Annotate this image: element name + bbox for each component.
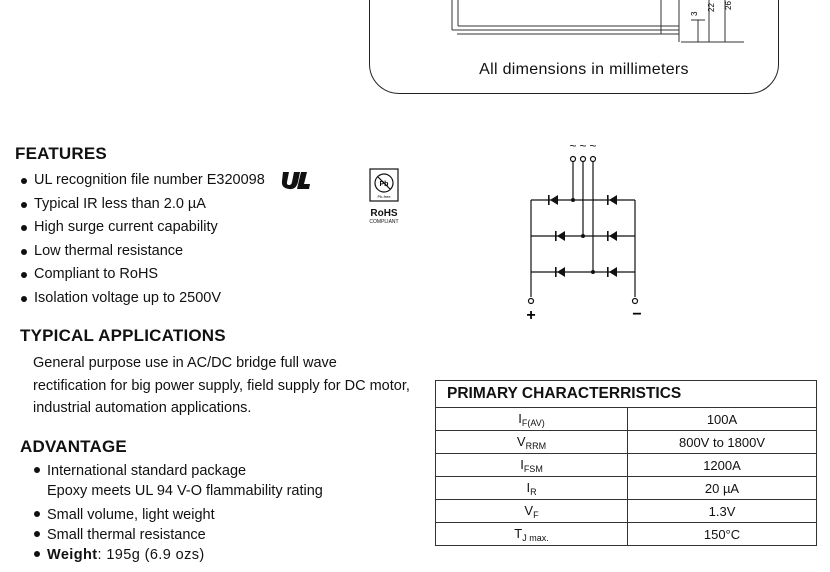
table-row [436,523,817,546]
applications-title: TYPICAL APPLICATIONS [20,326,226,345]
feature-item: Typical IR less than 2.0 µA [19,196,265,220]
param-cell: $T_{J max.}$ [436,523,628,546]
value-cell: 100A [628,408,817,431]
feature-item: UL recognition file number E320098 [19,172,265,196]
advantage-item: Small thermal resistance [32,525,323,545]
features-title: FEATURES [15,144,107,163]
applications-line: industrial automation applications. [33,400,252,416]
value-cell: 800V to 1800V [628,431,817,454]
rohs-label: RoHS [370,208,398,219]
advantage-item-weight [32,545,323,565]
table-title: PRIMARY CHARACTERRISTICS [436,381,817,408]
param-cell: $I_R$ [436,477,628,500]
table-row [436,408,817,431]
table-row [436,431,817,454]
value-cell: 1200A [628,454,817,477]
feature-item: Isolation voltage up to 2500V [19,290,265,314]
advantage-item: Small volume, light weight [32,505,323,525]
minus-terminal-label: − [632,306,642,323]
rohs-sub-label: COMPLIANT [369,219,399,225]
param-cell: $I_{FSM}$ [436,454,628,477]
svg-text:Pb-free: Pb-free [377,194,391,199]
table-row [436,454,817,477]
svg-text:Pb: Pb [379,181,389,188]
advantage-title: ADVANTAGE [20,437,127,456]
dimension-drawing [369,0,799,60]
advantage-item-line: Epoxy meets UL 94 V-O flammability rating [47,483,323,499]
rohs-logo [366,168,402,225]
feature-item: High surge current capability [19,219,265,243]
table-row [436,477,817,500]
dim-label-22: 22 [707,3,716,12]
applications-line: General purpose use in AC/DC bridge full wave [33,355,337,371]
weight-value: : 195g (6.9 ozs) [97,547,205,563]
dimension-note: All dimensions in millimeters [479,61,689,78]
param-cell: $I_{F(AV)}$ [436,408,628,431]
value-cell: 1.3V [628,500,817,523]
ac-symbol: ~ [579,139,587,153]
dim-label-3: 3 [690,11,699,16]
param-cell: $V_{RRM}$ [436,431,628,454]
param-cell: $V_F$ [436,500,628,523]
value-cell: 20 µA [628,477,817,500]
weight-label: Weight [47,547,98,563]
feature-item: Low thermal resistance [19,243,265,267]
advantage-item [32,461,323,501]
pb-free-icon [369,168,399,202]
advantage-list [32,461,323,565]
ac-symbol: ~ [589,139,597,153]
bridge-rectifier-schematic [520,135,650,325]
feature-item: Compliant to RoHS [19,266,265,290]
ul-recognized-icon [280,170,312,190]
table-row [436,500,817,523]
plus-terminal-label: + [526,307,536,324]
applications-line: rectification for big power supply, field supply for DC motor, [33,377,410,394]
primary-characteristics-table [435,380,817,546]
applications-text [33,352,433,420]
dim-label-26: 26 [724,1,733,10]
advantage-item-line: International standard package [47,463,247,479]
value-cell: 150°C [628,523,817,546]
features-list [19,172,265,313]
ac-symbol: ~ [569,139,577,153]
